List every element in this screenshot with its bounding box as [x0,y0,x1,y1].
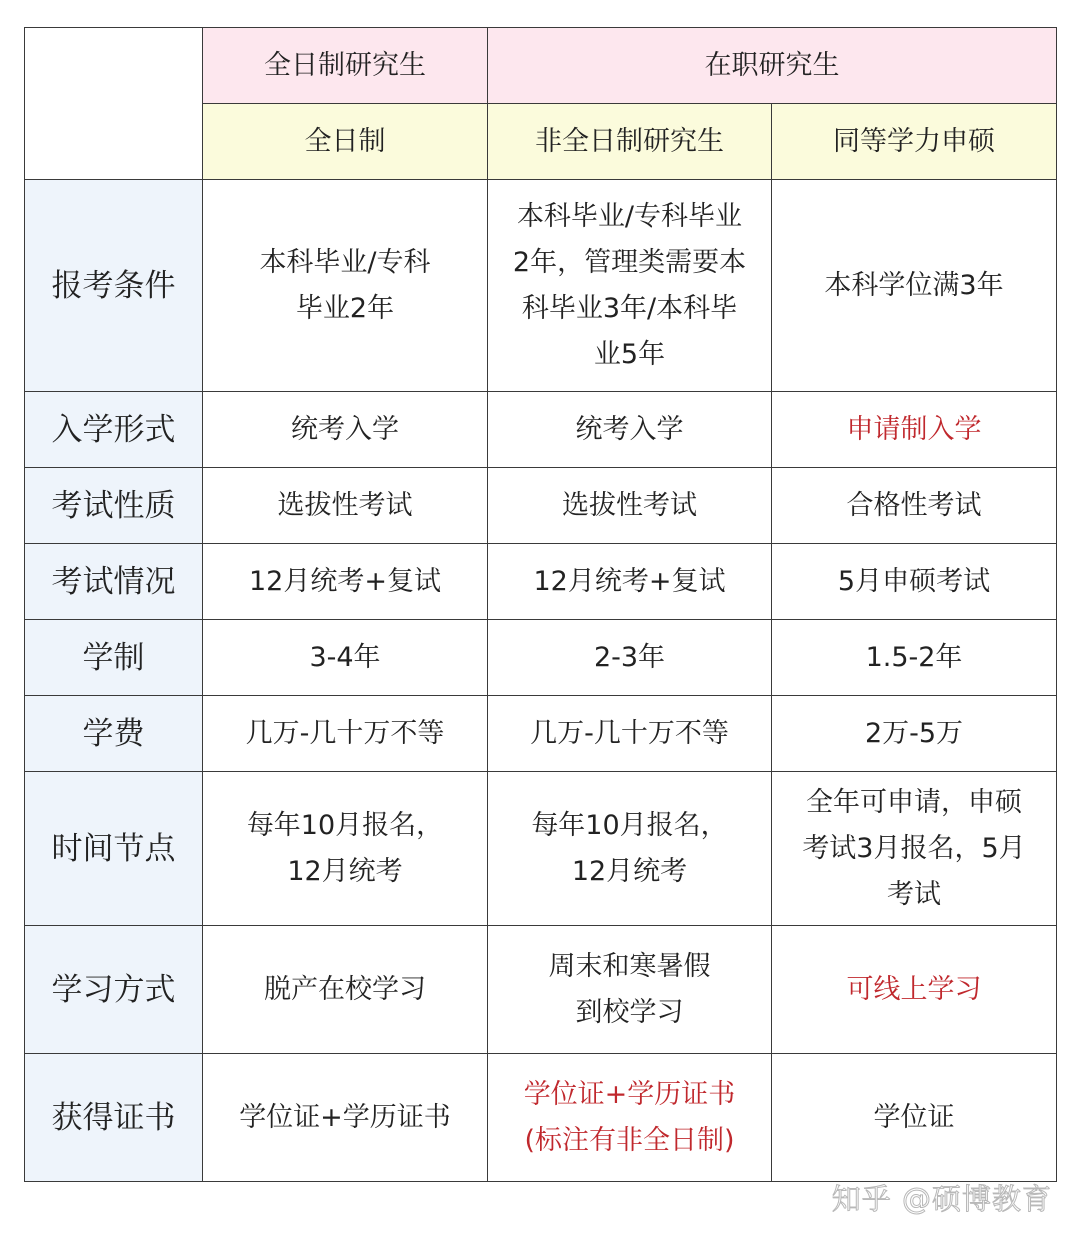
table-cell [203,180,488,392]
table-cell [772,180,1057,392]
group-header-row [25,28,1057,104]
sub-header-parttime: 非全日制研究生 [488,104,772,180]
table-cell: 几万-几十万不等 [488,696,772,772]
group-header-fulltime: 全日制研究生 [203,28,488,104]
table-cell: 合格性考试 [772,468,1057,544]
cell-text: 本科毕业/专科毕业 2年，管理类需要本 科毕业3年/本科毕 业5年 [512,200,747,370]
table-row [25,468,1057,544]
table-cell [203,1054,488,1182]
table-cell-highlight [488,1054,772,1182]
cell-text: 本科学位满3年 [824,269,1004,301]
row-label: 学费 [25,696,203,772]
table-cell-highlight [772,926,1057,1054]
table-cell-highlight: 申请制入学 [772,392,1057,468]
table-row [25,926,1057,1054]
cell-text: 本科毕业/专科 毕业2年 [259,246,431,324]
cell-text: 每年10月报名， 12月统考 [531,809,728,887]
sub-header-fulltime: 全日制 [203,104,488,180]
cell-text: 学位证 [873,1101,955,1133]
row-label: 报考条件 [25,180,203,392]
table-row [25,620,1057,696]
row-label: 获得证书 [25,1054,203,1182]
row-label: 考试性质 [25,468,203,544]
table-row [25,392,1057,468]
table-row [25,1054,1057,1182]
row-label: 入学形式 [25,392,203,468]
table-cell [772,772,1057,926]
table-cell [488,772,772,926]
table-cell: 选拔性考试 [488,468,772,544]
cell-text: 学位证+学历证书 (标注有非全日制) [523,1078,736,1156]
group-header-inservice: 在职研究生 [488,28,1057,104]
cell-text: 学位证+学历证书 [239,1101,451,1133]
table-cell [488,180,772,392]
table-cell [203,772,488,926]
table-row [25,772,1057,926]
cell-text: 脱产在校学习 [264,973,426,1005]
sub-header-equivalent: 同等学力申硕 [772,104,1057,180]
table-cell: 统考入学 [203,392,488,468]
table-cell [488,926,772,1054]
table-cell [772,1054,1057,1182]
table-cell: 3-4年 [203,620,488,696]
table-cell: 1.5-2年 [772,620,1057,696]
table-cell: 12月统考+复试 [203,544,488,620]
zhihu-watermark: 知乎 @硕博教育 [831,1182,1052,1216]
table-cell: 2-3年 [488,620,772,696]
table-cell: 5月申硕考试 [772,544,1057,620]
comparison-table [24,27,1057,1182]
table-cell: 2万-5万 [772,696,1057,772]
cell-text: 周末和寒暑假 到校学习 [548,950,711,1028]
row-label: 考试情况 [25,544,203,620]
table-cell [203,926,488,1054]
cell-text: 全年可申请，申硕 考试3月报名，5月 考试 [802,786,1026,910]
table-cell: 选拔性考试 [203,468,488,544]
corner-cell [25,28,203,180]
table-row [25,696,1057,772]
row-label: 学制 [25,620,203,696]
row-label: 学习方式 [25,926,203,1054]
table-cell: 几万-几十万不等 [203,696,488,772]
cell-text: 可线上学习 [846,973,982,1005]
table-cell: 12月统考+复试 [488,544,772,620]
table-cell: 统考入学 [488,392,772,468]
cell-text: 每年10月报名， 12月统考 [246,809,444,887]
row-label: 时间节点 [25,772,203,926]
table-row [25,544,1057,620]
table-row [25,180,1057,392]
